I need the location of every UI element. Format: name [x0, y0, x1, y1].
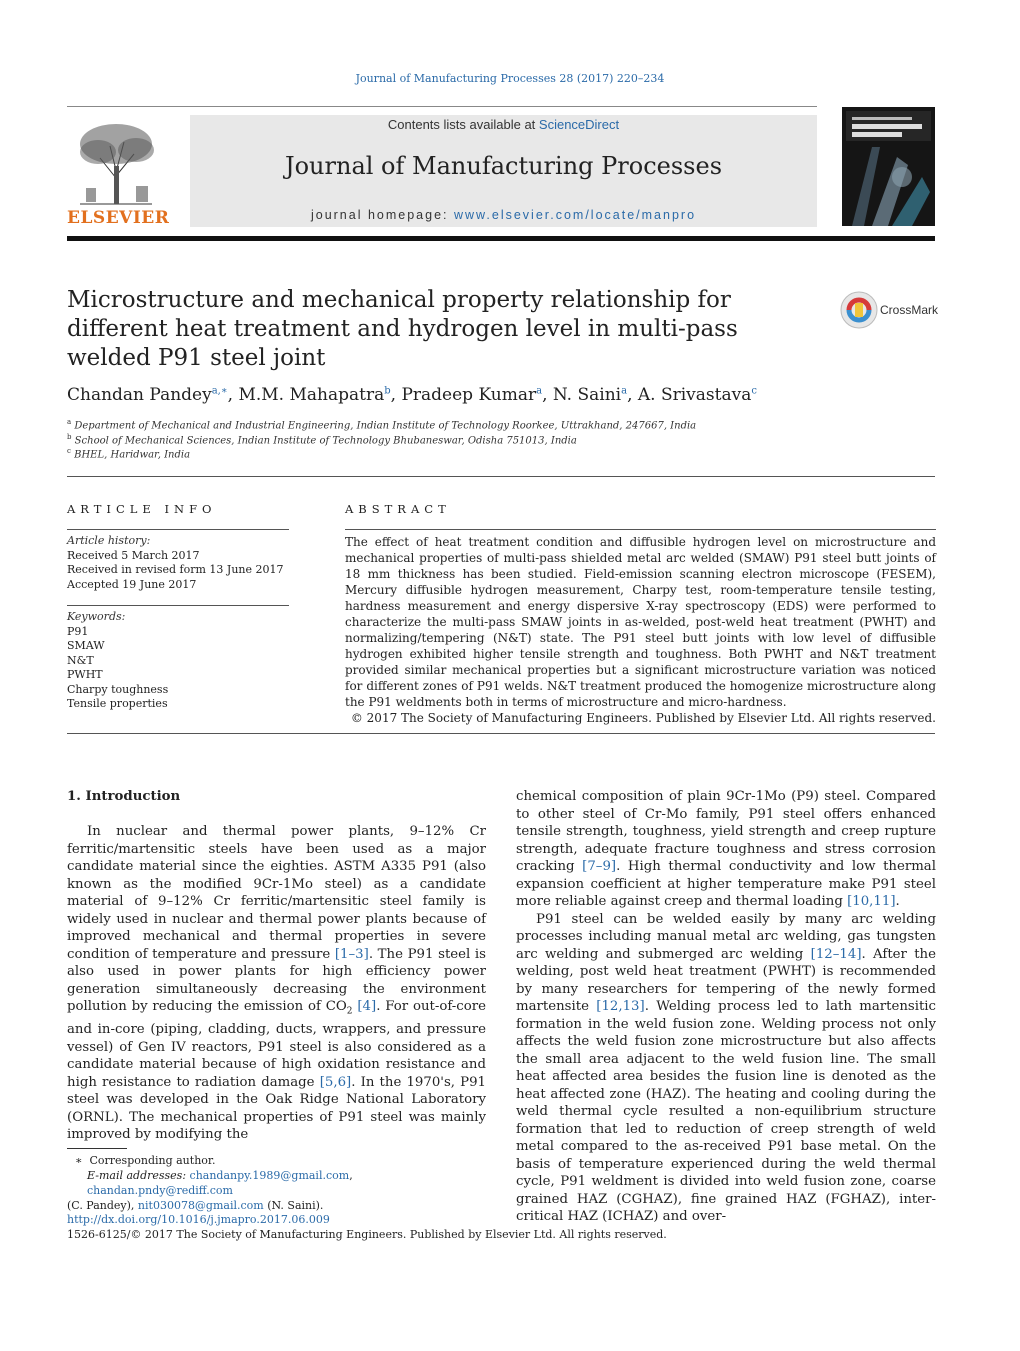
intro-paragraph [67, 823, 486, 1144]
author-name[interactable]: N. Saini [552, 385, 622, 405]
text-run: chemical composition of plain 9Cr-1Mo (P9) steel. Compared to other steel of Cr-Mo family, P91 steel offers enhanced tensile strength, toughness, yield strength and creep rupture strength, adequate fracture toughness and stress corrosion cracking [516, 789, 936, 874]
journal-homepage [190, 208, 817, 222]
affiliation-text: BHEL, Haridwar, India [74, 449, 191, 461]
right-column [516, 788, 936, 1226]
email-link[interactable]: nit030078@gmail.com [137, 1199, 264, 1212]
abstract-heading: ABSTRACT [345, 502, 451, 516]
text-run: . For out-of-core and in-core (piping, cladding, ducts, wrappers, and pressure vessel) of Gen IV reactors, P91 steel is also considered as a candidate material because of high oxidation resistance and high resistance to radiation damage [67, 999, 486, 1090]
journal-citation[interactable]: Journal of Manufacturing Processes 28 (2017) 220–234 [355, 72, 665, 85]
keywords [67, 610, 289, 712]
header-divider [67, 106, 817, 107]
footnote [67, 1153, 487, 1213]
elsevier-logo[interactable]: ELSEVIER [67, 208, 170, 228]
paragraph [516, 911, 936, 1226]
keyword: N&T [67, 653, 94, 667]
paragraph [516, 788, 936, 911]
text-run: P91 steel can be welded easily by many arc welding processes including manual metal arc welding, gas tungsten arc welding and submerged arc welding [516, 911, 936, 962]
citation-link[interactable]: [10,11] [847, 894, 896, 909]
article-title: Microstructure and mechanical property relationship for different heat treatment and hydrogen level in multi-pass welded P91 steel joint [67, 287, 738, 371]
contents-line [190, 117, 817, 132]
history-item: Accepted 19 June 2017 [67, 577, 197, 591]
author-name[interactable]: A. Srivastava [637, 385, 752, 405]
history-item: Received 5 March 2017 [67, 548, 200, 562]
email-link[interactable]: chandan.pndy@rediff.com [87, 1184, 233, 1197]
citation-link[interactable]: [12,13] [596, 999, 645, 1014]
keywords-label: Keywords: [67, 610, 126, 623]
text-run: In nuclear and thermal power plants, 9–12% Cr ferritic/martensitic steels have been used as a major candidate material since the eighties. ASTM A335 P91 (also known as the modified 9Cr-1Mo steel) as a candidate material of 9–12% Cr ferritic/martensitic steel family is widely used in nuclear and thermal power plants because of improved mechanical and thermal properties in severe condition of temperature and pressure [67, 824, 486, 962]
affiliation [67, 447, 927, 460]
keyword: P91 [67, 624, 89, 638]
abstract-text: The effect of heat treatment condition and diffusible hydrogen level on microstructure and mechanical properties of multi-pass shielded metal arc welded (SMAW) P91 steel butt joints of 18 mm thickness has been studied. Field-emission scanning electron microscope (FESEM), Mercury diffusible hydrogen measurement, Charpy test, room-temperature tensile testing, hardness measurement and energy dispersive X-ray spectroscopy (EDS) were performed to characterize the multi-pass SMAW joints in as-welded, post-weld heat treatment (PWHT) and normalizing/tempering (N&T) state. The P91 steel butt joints with low level of diffusible hydrogen exhibited higher tensile strength and toughness. Both PWHT and N&T treatment provided similar mechanical properties but a significant microstructure variation was noticed for different zones of P91 welds. N&T treatment produced the homogenize microstructure along the P91 weldments both in terms of microstructure and micro-hardness. [345, 535, 936, 709]
article-info-rule [67, 529, 289, 530]
homepage-prefix: journal homepage: [310, 208, 454, 222]
author-name[interactable]: Chandan Pandey [67, 385, 212, 405]
crossmark-badge[interactable] [840, 291, 940, 331]
keyword: Tensile properties [67, 697, 168, 710]
email-owner: (C. Pandey), [67, 1199, 138, 1212]
author-affil-mark[interactable]: a [621, 385, 628, 397]
text-run: . Welding process led to lath martensitic formation in the weld fusion zone. Welding process not only affects the weld fusion zone microstructure but also affects the small area adjacent to the weld fusion line. The small heat affected area besides the fusion line is denoted as the heat affected zone (HAZ). The heating and cooling during the weld thermal cycle resulted a non-equilibrium structure formation that led to reduction of creep strength of weld metal compared to the as-received P91 base metal. On the basis of temperature experienced during the weld thermal cycle, P91 weldment is divided into weld fusion zone, coarse grained HAZ (CGHAZ), fine grained HAZ (FGHAZ), inter-critical HAZ (ICHAZ) and over- [516, 999, 937, 1224]
front-matter-rule [67, 476, 935, 477]
keywords-rule [67, 605, 289, 606]
journal-title: Journal of Manufacturing Processes [284, 152, 723, 180]
abstract-rule [345, 529, 936, 530]
abstract-end-rule [67, 733, 935, 734]
text-run: . In the 1970's, P91 steel was developed in the Oak Ridge National Laboratory (ORNL). The mechanical properties of P91 steel was mainly improved by modifying the [67, 1074, 487, 1143]
elsevier-tree-icon [70, 118, 162, 206]
contents-prefix: Contents lists available at [387, 117, 539, 132]
article-history [67, 534, 289, 592]
subscript: 2 [346, 1006, 353, 1017]
author-affil-mark[interactable]: a [536, 385, 543, 397]
author-affil-mark[interactable]: c [751, 385, 757, 397]
text-run: . The P91 steel is also used in power plants for high efficiency power generation simultaneously decreasing the environment pollution by reducing the emission of CO [67, 946, 486, 1014]
affiliation-text: Department of Mechanical and Industrial Engineering, Indian Institute of Technology Roorkee, Uttrakhand, 247667, India [74, 420, 697, 432]
history-item: Received in revised form 13 June 2017 [67, 563, 284, 576]
author-name[interactable]: Pradeep Kumar [401, 385, 537, 405]
history-label: Article history: [67, 534, 151, 547]
footer [67, 1212, 667, 1242]
author-name[interactable]: M.M. Mahapatra [238, 385, 385, 405]
keyword: PWHT [67, 668, 103, 681]
corresponding-label: Corresponding author. [89, 1154, 216, 1167]
abstract [345, 534, 936, 726]
issn-line: 1526-6125/© 2017 The Society of Manufacturing Engineers. Published by Elsevier Ltd. All rights reserved. [67, 1228, 667, 1241]
email-label: E-mail addresses: [87, 1169, 187, 1182]
crossmark-icon [840, 291, 878, 329]
article-info-heading: ARTICLE INFO [67, 502, 217, 516]
affiliation [67, 433, 927, 446]
email-link[interactable]: chandanpy.1989@gmail.com [189, 1169, 350, 1182]
abstract-copyright: © 2017 The Society of Manufacturing Engineers. Published by Elsevier Ltd. All rights reserved. [350, 711, 936, 725]
homepage-link[interactable]: www.elsevier.com/locate/manpro [454, 208, 697, 222]
author-list: Chandan Pandey$^{a,∗}$, M.M. Mahapatra$^b$, Pradeep Kumar$^a$, N. Saini$^a$, A. Srivastava$^c$ [67, 385, 757, 405]
text-run: . High thermal conductivity and low thermal expansion coefficient at higher temperature make P91 steel more reliable against creep and thermal loading [516, 859, 936, 909]
author-affil-mark[interactable]: a,∗ [211, 385, 228, 397]
author-affil-mark[interactable]: b [384, 385, 391, 397]
header-thick-rule [67, 236, 935, 241]
affiliation-text: School of Mechanical Sciences, Indian Institute of Technology Bhubaneswar, Odisha 751013, India [74, 435, 577, 447]
footnote-rule [67, 1148, 127, 1149]
affiliation-mark: c [67, 447, 71, 455]
crossmark-label: CrossMark [880, 303, 939, 317]
corresponding-mark: ∗ [75, 1154, 83, 1167]
citation-link[interactable]: [5,6] [319, 1074, 352, 1090]
keyword: SMAW [67, 639, 105, 652]
citation-link[interactable]: [4] [357, 999, 377, 1014]
affiliation-mark: b [67, 433, 72, 441]
citation-link[interactable]: [7–9] [582, 859, 617, 874]
email-owner: (N. Saini). [263, 1199, 324, 1212]
doi-link[interactable]: http://dx.doi.org/10.1016/j.jmapro.2017.06.009 [67, 1213, 330, 1226]
sciencedirect-link[interactable]: ScienceDirect [538, 117, 620, 132]
keyword: Charpy toughness [67, 682, 169, 696]
journal-cover-image [842, 107, 935, 226]
citation-link[interactable]: [12–14] [810, 946, 862, 962]
citation-link[interactable]: [1–3] [334, 946, 369, 962]
affiliation [67, 418, 927, 431]
affiliation-mark: a [67, 418, 72, 426]
text-run: . After the welding, post weld heat treatment (PWHT) is recommended by many researchers for tempering of the newly formed martensite [516, 946, 936, 1014]
text-run: . [895, 894, 900, 909]
section-heading: 1. Introduction [67, 789, 181, 804]
separator: , [349, 1169, 353, 1182]
